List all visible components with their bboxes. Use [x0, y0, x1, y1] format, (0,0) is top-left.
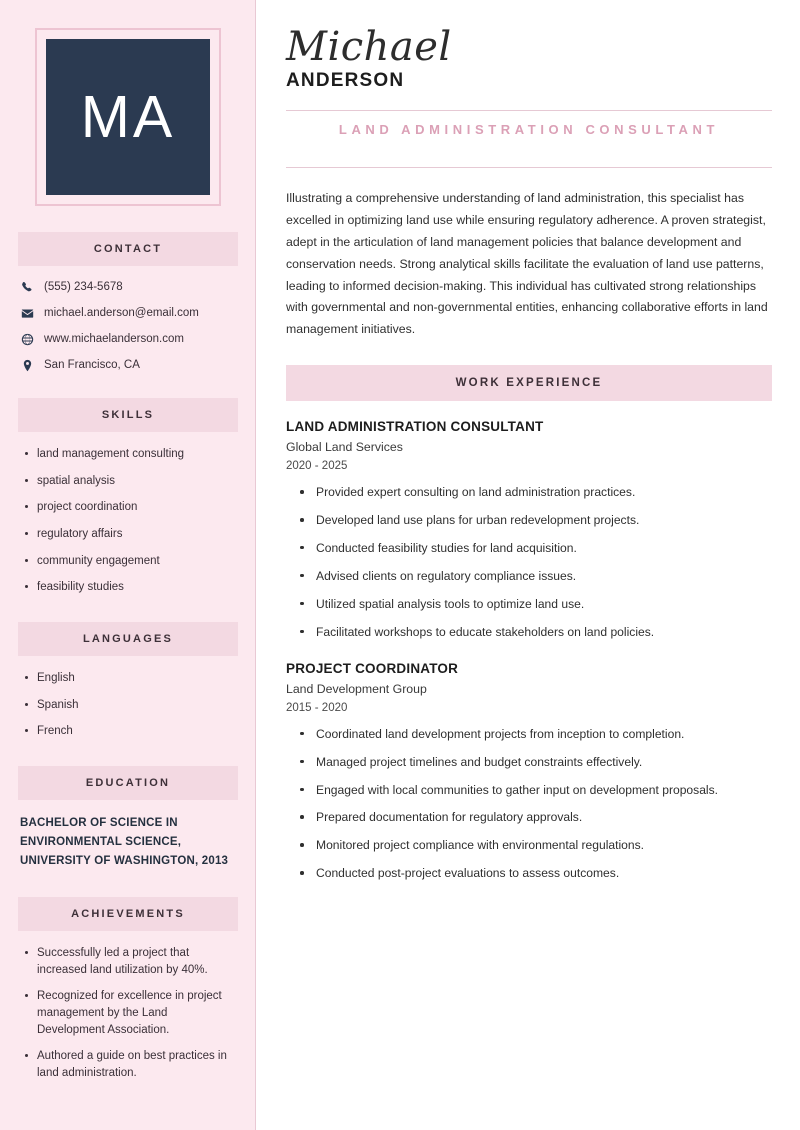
- globe-icon: [20, 332, 34, 346]
- list-item: Authored a guide on best practices in land administration.: [24, 1048, 238, 1081]
- experience-bullets: [286, 484, 772, 641]
- list-item: Developed land use plans for urban redevelopment projects.: [300, 512, 772, 529]
- experience-dates: 2020 - 2025: [286, 460, 348, 473]
- education-heading: EDUCATION: [18, 766, 238, 800]
- education-entry: BACHELOR OF SCIENCE IN ENVIRONMENTAL SCIENCE, UNIVERSITY OF WASHINGTON, 2013: [20, 817, 229, 867]
- contact-location-value: San Francisco, CA: [44, 359, 140, 371]
- location-pin-icon: [20, 358, 34, 372]
- list-item: Managed project timelines and budget constraints effectively.: [300, 754, 772, 771]
- last-name: ANDERSON: [286, 70, 405, 91]
- work-experience-heading: WORK EXPERIENCE: [286, 365, 772, 401]
- contact-website: [20, 332, 236, 346]
- experience-title: LAND ADMINISTRATION CONSULTANT: [286, 419, 544, 435]
- experience-entry: [286, 661, 772, 883]
- list-item: Engaged with local communities to gather input on development proposals.: [300, 782, 772, 799]
- list-item: Spanish: [24, 697, 238, 714]
- list-item: Monitored project compliance with environmental regulations.: [300, 837, 772, 854]
- experience-company: Global Land Services: [286, 440, 403, 455]
- contact-location: [20, 358, 236, 372]
- contact-heading: CONTACT: [18, 232, 238, 266]
- list-item: Coordinated land development projects from inception to completion.: [300, 726, 772, 743]
- first-name: Michael: [286, 24, 452, 70]
- list-item: land management consulting: [24, 446, 238, 463]
- list-item: feasibility studies: [24, 579, 238, 596]
- experience-dates: 2015 - 2020: [286, 701, 348, 714]
- phone-icon: [20, 280, 34, 294]
- list-item: Successfully led a project that increased land utilization by 40%.: [24, 945, 238, 978]
- list-item: Advised clients on regulatory compliance issues.: [300, 568, 772, 585]
- list-item: Utilized spatial analysis tools to optimize land use.: [300, 596, 772, 613]
- experience-title: PROJECT COORDINATOR: [286, 660, 459, 676]
- list-item: Recognized for excellence in project management by the Land Development Association.: [24, 988, 238, 1038]
- list-item: French: [24, 723, 238, 740]
- experience-company: Land Development Group: [286, 681, 427, 696]
- list-item: English: [24, 670, 238, 687]
- divider-bottom: [286, 167, 772, 168]
- list-item: regulatory affairs: [24, 526, 238, 543]
- experience-bullets: [286, 726, 772, 883]
- contact-list: [18, 280, 238, 372]
- skills-list: [18, 446, 238, 596]
- contact-email-value: michael.anderson@email.com: [44, 307, 199, 319]
- list-item: Conducted post-project evaluations to assess outcomes.: [300, 865, 772, 882]
- list-item: community engagement: [24, 553, 238, 570]
- contact-website-value: www.michaelanderson.com: [44, 333, 184, 345]
- languages-list: [18, 670, 238, 740]
- achievements-list: [18, 945, 238, 1082]
- list-item: spatial analysis: [24, 473, 238, 490]
- skills-heading: SKILLS: [18, 398, 238, 432]
- monogram-frame: [35, 28, 221, 206]
- email-icon: [20, 306, 34, 320]
- main-content: [256, 0, 800, 1130]
- list-item: Provided expert consulting on land administration practices.: [300, 484, 772, 501]
- list-item: Conducted feasibility studies for land acquisition.: [300, 540, 772, 557]
- monogram-initials: MA: [46, 39, 210, 195]
- job-title: LAND ADMINISTRATION CONSULTANT: [338, 122, 720, 137]
- contact-phone-value: (555) 234-5678: [44, 281, 123, 293]
- languages-heading: LANGUAGES: [18, 622, 238, 656]
- contact-email: [20, 306, 236, 320]
- professional-summary: Illustrating a comprehensive understanding of land administration, this specialist has excelled in optimizing land use while ensuring regulatory adherence. A proven strategist, adept in the articulation of land management policies that balance development and conservation needs. Strong analytical skills facilitate the evaluation of land use patterns, leading to informed decision-making. This individual has cultivated strong relationships with governmental and non-governmental entities, enhancing collaborative efforts in land management initiatives.: [286, 191, 768, 337]
- experience-entry: [286, 419, 772, 641]
- achievements-heading: ACHIEVEMENTS: [18, 897, 238, 931]
- list-item: project coordination: [24, 499, 238, 516]
- contact-phone: [20, 280, 236, 294]
- list-item: Facilitated workshops to educate stakeholders on land policies.: [300, 624, 772, 641]
- list-item: Prepared documentation for regulatory approvals.: [300, 809, 772, 826]
- sidebar: [0, 0, 256, 1130]
